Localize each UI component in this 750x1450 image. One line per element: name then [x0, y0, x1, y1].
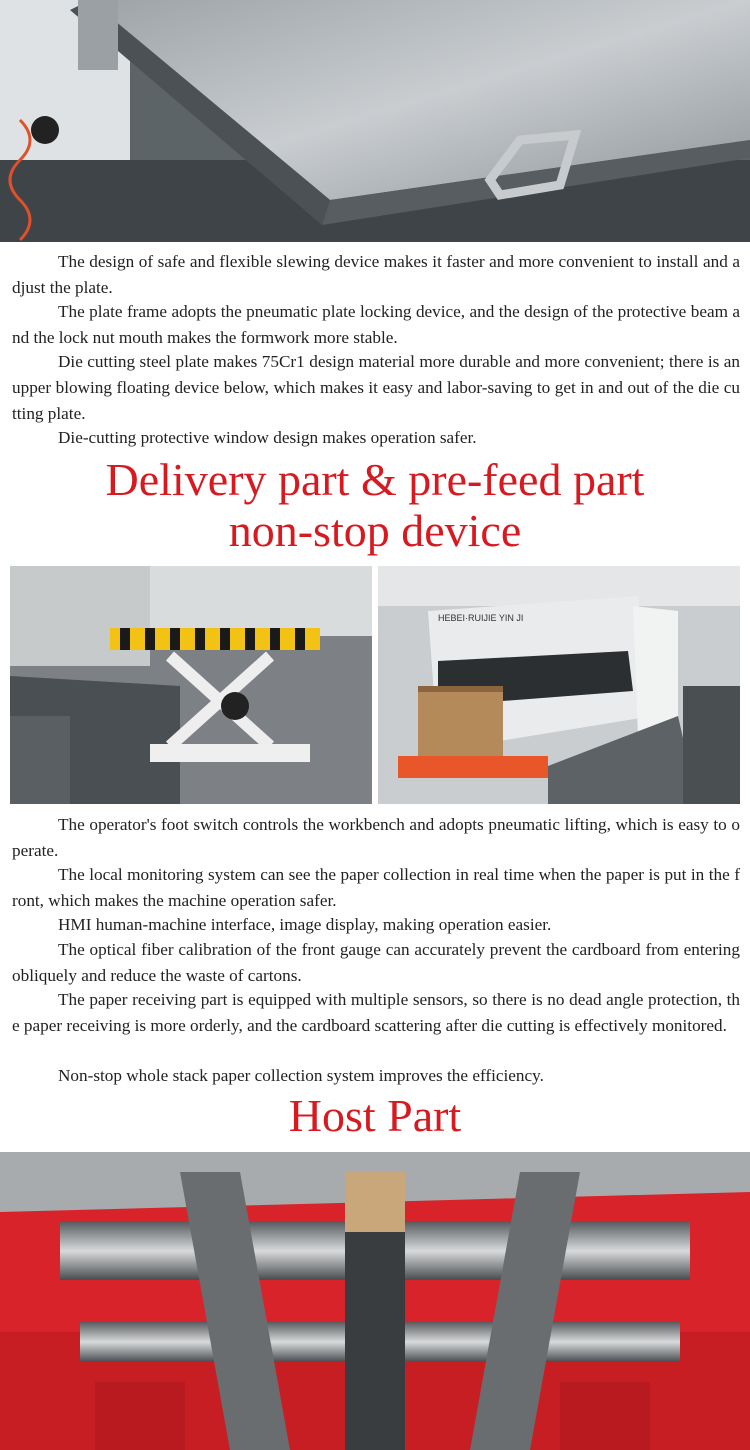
host-part-image — [0, 1152, 750, 1450]
scissor-lift-image — [10, 566, 372, 804]
delivery-paragraph-5: The paper receiving part is equipped with multiple sensors, so there is no dead angle protection, the paper receiving is more orderly, and the cardboard scattering after die cutting is effectively monitored. — [12, 990, 740, 1035]
delivery-heading-line1: Delivery part & pre-feed part — [105, 454, 645, 505]
delivery-machine-image — [378, 566, 740, 804]
delivery-paragraph-6: Non-stop whole stack paper collection system improves the efficiency. — [58, 1066, 544, 1085]
delivery-paragraph-3: HMI human-machine interface, image display, making operation easier. — [58, 915, 552, 934]
delivery-paragraph-1: The operator's foot switch controls the workbench and adopts pneumatic lifting, which is easy to operate. — [12, 815, 740, 860]
intro-paragraph-3: Die cutting steel plate makes 75Cr1 design material more durable and more convenient; there is an upper blowing floating device below, which makes it easy and labor-saving to get in and out of the die cutting plate. — [12, 352, 740, 423]
delivery-paragraph-4: The optical fiber calibration of the front gauge can accurately prevent the cardboard from entering obliquely and reduce the waste of cartons. — [12, 940, 740, 985]
intro-paragraph-1: The design of safe and flexible slewing device makes it faster and more convenient to install and adjust the plate. — [12, 252, 740, 297]
scissor-lift-photo — [10, 566, 372, 804]
intro-paragraph-4: Die-cutting protective window design makes operation safer. — [58, 428, 477, 447]
delivery-machine-photo — [378, 566, 740, 804]
plate-frame-photo — [0, 0, 750, 242]
plate-frame-image — [0, 0, 750, 242]
delivery-heading-line2: non-stop device — [228, 505, 522, 556]
host-part-heading: Host Part — [288, 1090, 462, 1141]
host-part-photo — [0, 1152, 750, 1450]
delivery-paragraph-2: The local monitoring system can see the paper collection in real time when the paper is put in the front, which makes the machine operation safer. — [12, 865, 740, 910]
intro-paragraph-2: The plate frame adopts the pneumatic plate locking device, and the design of the protective beam and the lock nut mouth makes the formwork more stable. — [12, 302, 740, 347]
machine-brand-label: HEBEI·RUIJIE YIN JI — [438, 613, 524, 623]
